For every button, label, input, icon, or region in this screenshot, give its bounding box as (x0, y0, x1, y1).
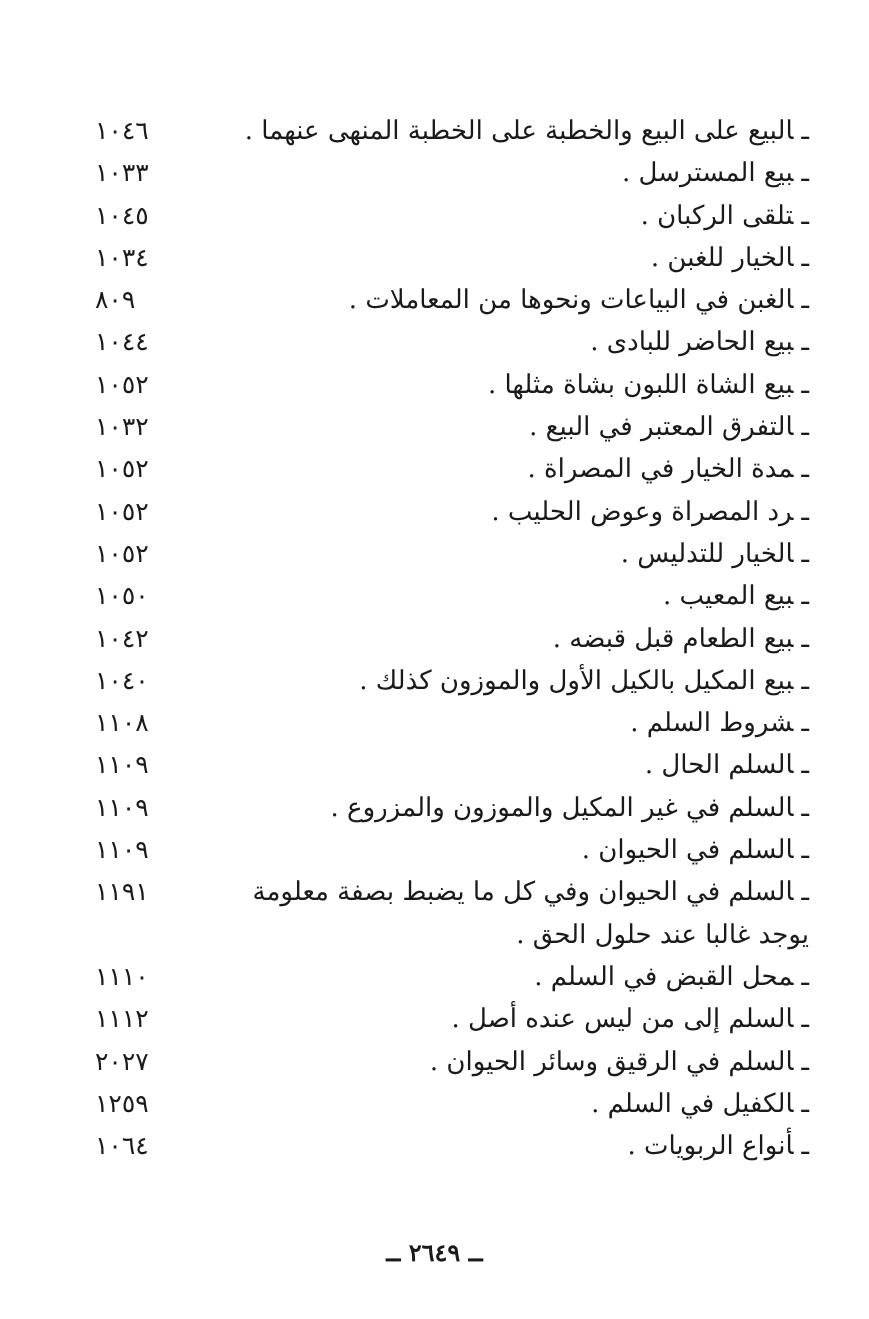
entry-title-text: السلم الحال . (644, 750, 794, 781)
index-entry (95, 152, 809, 194)
entry-page-number: ١٠٦٤ (95, 1131, 149, 1161)
entry-title-text: تلقى الركبان . (640, 200, 794, 231)
entry-title (191, 618, 809, 660)
entry-page-number: ١١٠٩ (95, 835, 149, 865)
entry-title (191, 110, 809, 152)
entry-page-number: ١٠٥٢ (95, 454, 149, 484)
entry-page-number: ١١٠٩ (95, 750, 149, 780)
index-entry (95, 829, 809, 871)
entry-page-number: ١٠٤٥ (95, 200, 149, 230)
entry-title (191, 1125, 809, 1167)
index-entry (95, 448, 809, 490)
entry-page-number: ١٠٤٠ (95, 665, 149, 695)
index-entry (95, 1125, 809, 1167)
entry-page-number: ١٢٥٩ (95, 1088, 149, 1118)
entry-dash: ـ (801, 623, 809, 654)
entry-dash: ـ (801, 496, 809, 527)
index-entry (95, 660, 809, 702)
index-entry (95, 744, 809, 786)
entry-dash: ـ (801, 1046, 809, 1077)
entry-dash: ـ (801, 1131, 809, 1162)
entry-page-number: ١١١٢ (95, 1004, 149, 1034)
entry-title (191, 1041, 809, 1083)
entry-title (191, 321, 809, 363)
entry-title (191, 152, 809, 194)
entry-dash: ـ (801, 242, 809, 273)
entry-title-text: السلم في الحيوان وفي كل ما يضبط بصفة معلومة يوجد غالبا عند حلول الحق . (252, 877, 809, 950)
entry-dash: ـ (801, 538, 809, 569)
entry-title-text: بيع المكيل بالكيل الأول والموزون كذلك . (359, 665, 794, 696)
entry-page-number: ١١٠٨ (95, 708, 149, 738)
entry-dash: ـ (801, 116, 809, 146)
entry-title-text: الخيار للغبن . (650, 242, 794, 273)
entry-dash: ـ (801, 792, 809, 823)
entry-page-number: ١٠٤٢ (95, 623, 149, 653)
entry-page-number: ١٠٥٢ (95, 496, 149, 526)
entry-title (191, 279, 809, 321)
entry-title (191, 364, 809, 406)
entry-dash: ـ (801, 158, 809, 189)
entry-title (191, 575, 809, 617)
entry-page-number: ١٠٣٤ (95, 242, 149, 272)
entry-title (191, 787, 809, 829)
index-entry (95, 998, 809, 1040)
index-entry (95, 110, 809, 152)
entry-dash: ـ (801, 961, 809, 992)
index-entry (95, 702, 809, 744)
index-entry (95, 406, 809, 448)
entry-page-number: ١٠٣٢ (95, 412, 149, 442)
entry-title-text: السلم في الرقيق وسائر الحيوان . (429, 1046, 794, 1077)
entry-title (191, 998, 809, 1040)
entry-title (191, 871, 809, 956)
entry-dash: ـ (801, 581, 809, 612)
entry-dash: ـ (801, 369, 809, 400)
index-entry (95, 321, 809, 363)
entry-title (191, 406, 809, 448)
entry-page-number: ١١٠٩ (95, 792, 149, 822)
entry-dash: ـ (801, 200, 809, 231)
index-entry (95, 533, 809, 575)
entry-page-number: ٨٠٩ (95, 285, 136, 315)
entry-dash: ـ (801, 327, 809, 358)
index-entry (95, 871, 809, 956)
entry-dash: ـ (801, 708, 809, 739)
entry-dash: ـ (801, 1088, 809, 1119)
entry-title (191, 744, 809, 786)
entry-page-number: ١٠٥٠ (95, 581, 149, 611)
entry-title (191, 448, 809, 490)
entry-dash: ـ (801, 750, 809, 781)
entry-dash: ـ (801, 1004, 809, 1035)
entry-page-number: ١١١٠ (95, 961, 149, 991)
entry-title-text: بيع المعيب . (662, 581, 794, 612)
index-entry (95, 195, 809, 237)
entry-title-text: الغبن في البياعات ونحوها من المعاملات . (348, 285, 794, 316)
entry-page-number: ١٠٤٤ (95, 327, 149, 357)
index-list (95, 110, 809, 1167)
index-entry (95, 575, 809, 617)
entry-title-text: شروط السلم . (630, 708, 794, 739)
entry-dash: ـ (801, 285, 809, 316)
index-entry (95, 364, 809, 406)
entry-title-text: السلم إلى من ليس عنده أصل . (451, 1004, 794, 1035)
entry-title-text: بيع المسترسل . (622, 158, 794, 189)
entry-dash: ـ (801, 412, 809, 443)
index-entry (95, 1041, 809, 1083)
entry-dash: ـ (801, 835, 809, 866)
entry-dash: ـ (801, 454, 809, 485)
entry-title-text: الخيار للتدليس . (620, 538, 794, 569)
entry-title-text: محل القبض في السلم . (534, 961, 794, 992)
entry-title (191, 237, 809, 279)
entry-dash: ـ (801, 877, 809, 908)
entry-title (191, 491, 809, 533)
entry-title-text: التفرق المعتبر في البيع . (529, 412, 794, 443)
entry-page-number: ١٠٥٢ (95, 538, 149, 568)
index-entry (95, 618, 809, 660)
entry-title (191, 195, 809, 237)
entry-title-text: مدة الخيار في المصراة . (527, 454, 794, 485)
entry-title-text: الكفيل في السلم . (591, 1088, 794, 1119)
entry-dash: ـ (801, 665, 809, 696)
index-entry (95, 279, 809, 321)
entry-title (191, 702, 809, 744)
entry-title (191, 956, 809, 998)
entry-title-text: رد المصراة وعوض الحليب . (491, 496, 794, 527)
entry-title (191, 1083, 809, 1125)
entry-title-text: البيع على البيع والخطبة على الخطبة المنهى عنهما . (244, 116, 794, 146)
index-entry (95, 1083, 809, 1125)
entry-page-number: ١٠٣٣ (95, 158, 149, 188)
entry-page-number: ١٠٥٢ (95, 369, 149, 399)
index-entry (95, 956, 809, 998)
index-entry (95, 491, 809, 533)
entry-title (191, 660, 809, 702)
entry-title-text: بيع الشاة اللبون بشاة مثلها . (487, 369, 794, 400)
index-entry (95, 237, 809, 279)
entry-title-text: بيع الطعام قبل قبضه . (552, 623, 794, 654)
entry-title-text: بيع الحاضر للبادى . (590, 327, 794, 358)
entry-page-number: ١٠٤٦ (95, 116, 149, 145)
entry-title (191, 533, 809, 575)
entry-page-number: ١١٩١ (95, 877, 149, 907)
entry-title-text: السلم في الحيوان . (581, 835, 794, 866)
entry-title-text: السلم في غير المكيل والموزون والمزروع . (330, 792, 794, 823)
index-entry (95, 787, 809, 829)
page-number: ــ ٢٦٤٩ ــ (386, 1238, 483, 1267)
entry-title-text: أنواع الربويات . (627, 1131, 794, 1162)
entry-title (191, 829, 809, 871)
entry-page-number: ٢٠٢٧ (95, 1046, 149, 1076)
